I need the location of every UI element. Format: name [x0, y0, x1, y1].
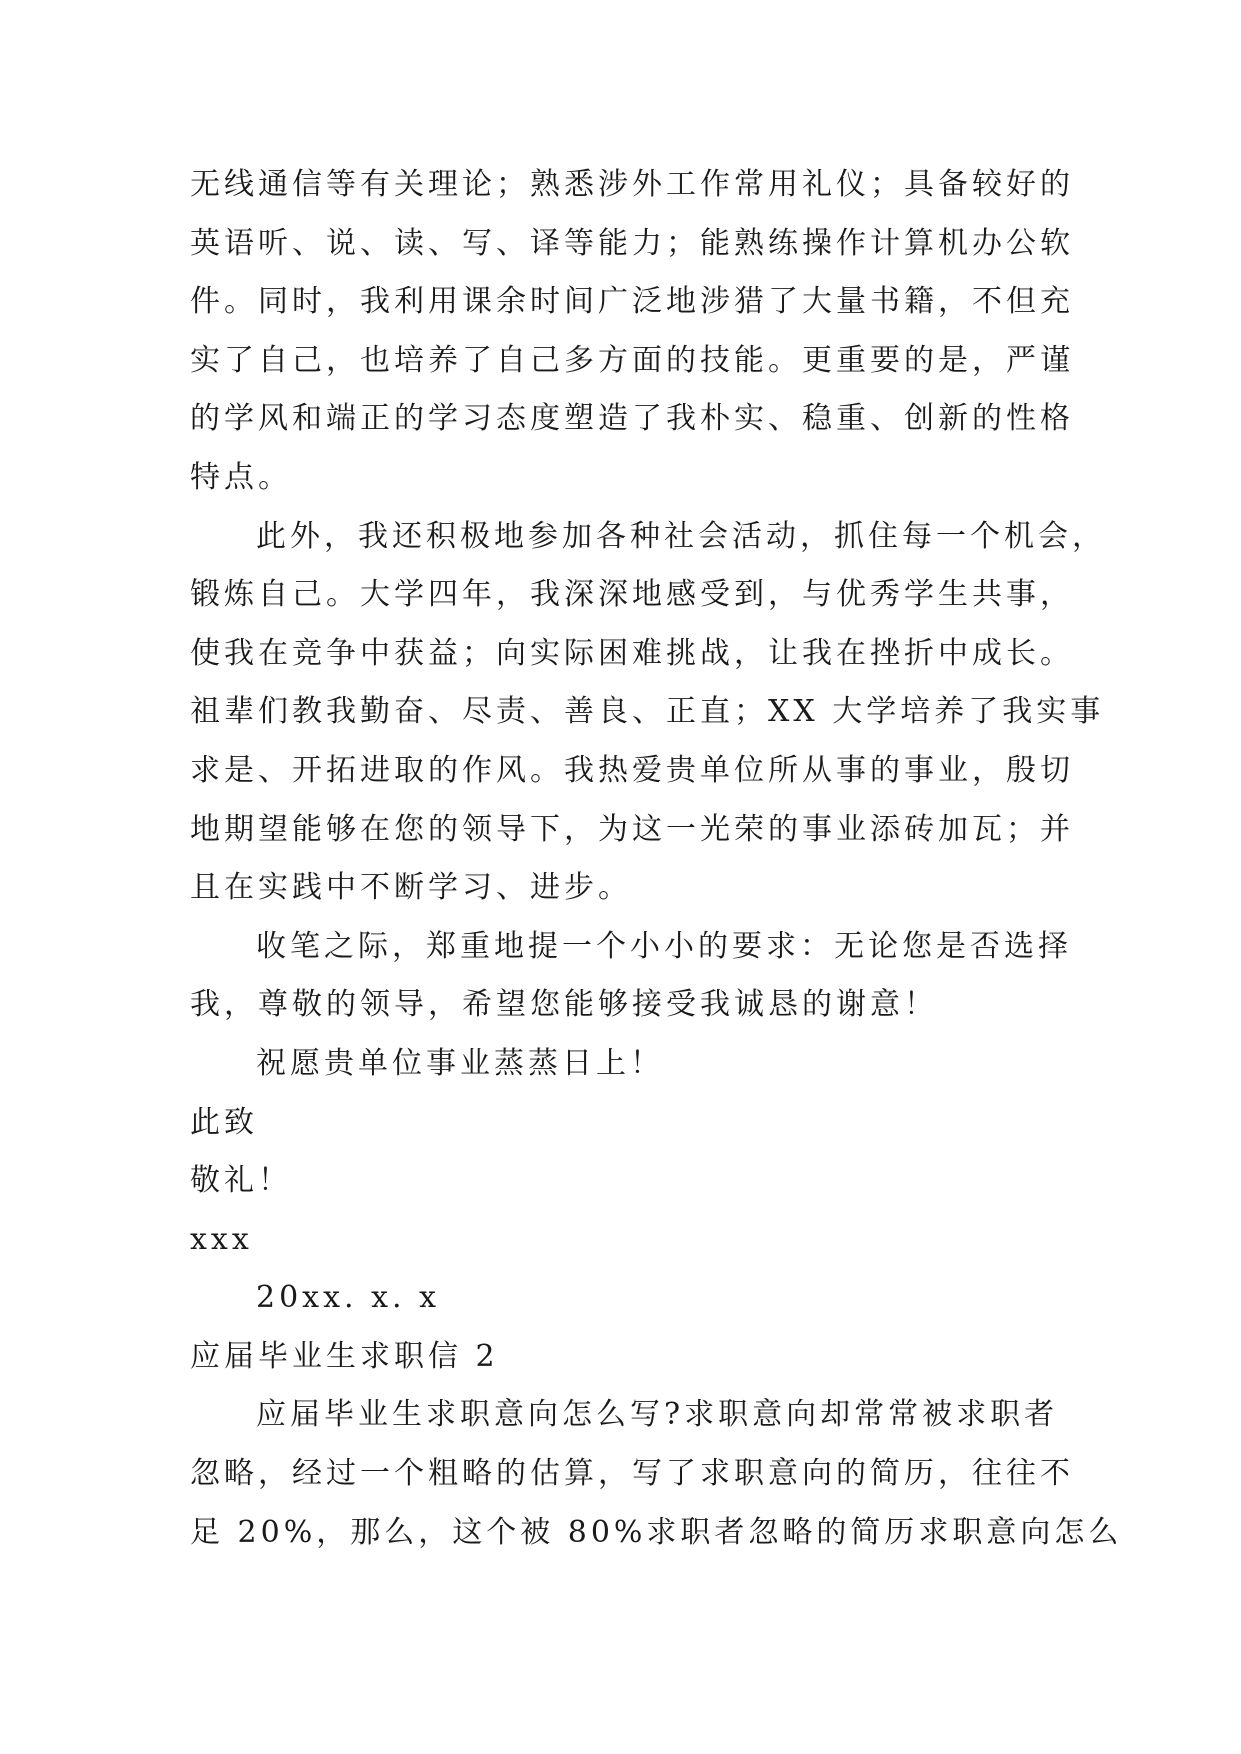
paragraph-line: 祖辈们教我勤奋、尽责、善良、正直；XX 大学培养了我实事 — [190, 694, 1105, 730]
paragraph-line: 应届毕业生求职意向怎么写?求职意向却常常被求职者 — [256, 1397, 1059, 1433]
paragraph-line: 足 20%，那么，这个被 80%求职者忽略的简历求职意向怎么 — [190, 1514, 1123, 1550]
paragraph-line: 的学风和端正的学习态度塑造了我朴实、稳重、创新的性格 — [190, 401, 1074, 437]
signature-name: xxx — [190, 1221, 253, 1257]
paragraph-line: 件。同时，我利用课余时间广泛地涉猎了大量书籍，不但充 — [190, 284, 1074, 320]
paragraph-line: 地期望能够在您的领导下，为这一光荣的事业添砖加瓦；并 — [190, 811, 1074, 847]
paragraph-line: 我，尊敬的领导，希望您能够接受我诚恳的谢意！ — [190, 987, 938, 1023]
salutation-line: 敬礼！ — [190, 1163, 292, 1199]
paragraph-line: 忽略，经过一个粗略的估算，写了求职意向的简历，往往不 — [190, 1456, 1074, 1492]
paragraph-line: 且在实践中不断学习、进步。 — [190, 870, 632, 906]
paragraph-line: 无线通信等有关理论；熟悉涉外工作常用礼仪；具备较好的 — [190, 167, 1074, 202]
paragraph-line: 此外，我还积极地参加各种社会活动，抓住每一个机会， — [256, 518, 1106, 554]
closing-wish: 祝愿贵单位事业蒸蒸日上！ — [256, 1045, 664, 1081]
signature-date: 20xx. x. x — [256, 1280, 440, 1316]
paragraph-line: 英语听、说、读、写、译等能力；能熟练操作计算机办公软 — [190, 225, 1074, 261]
paragraph-line: 求是、开拓进取的作风。我热爱贵单位所从事的事业，殷切 — [190, 752, 1074, 788]
section-heading: 应届毕业生求职信 2 — [190, 1338, 499, 1374]
paragraph-line: 实了自己，也培养了自己多方面的技能。更重要的是，严谨 — [190, 342, 1074, 378]
paragraph-line: 使我在竞争中获益；向实际困难挑战，让我在挫折中成长。 — [190, 635, 1074, 671]
paragraph-line: 锻炼自己。大学四年，我深深地感受到，与优秀学生共事， — [190, 577, 1074, 613]
paragraph-line: 特点。 — [190, 459, 292, 495]
paragraph-line: 收笔之际，郑重地提一个小小的要求：无论您是否选择 — [256, 928, 1072, 964]
document-body — [190, 156, 1123, 1562]
salutation-line: 此致 — [190, 1104, 258, 1140]
